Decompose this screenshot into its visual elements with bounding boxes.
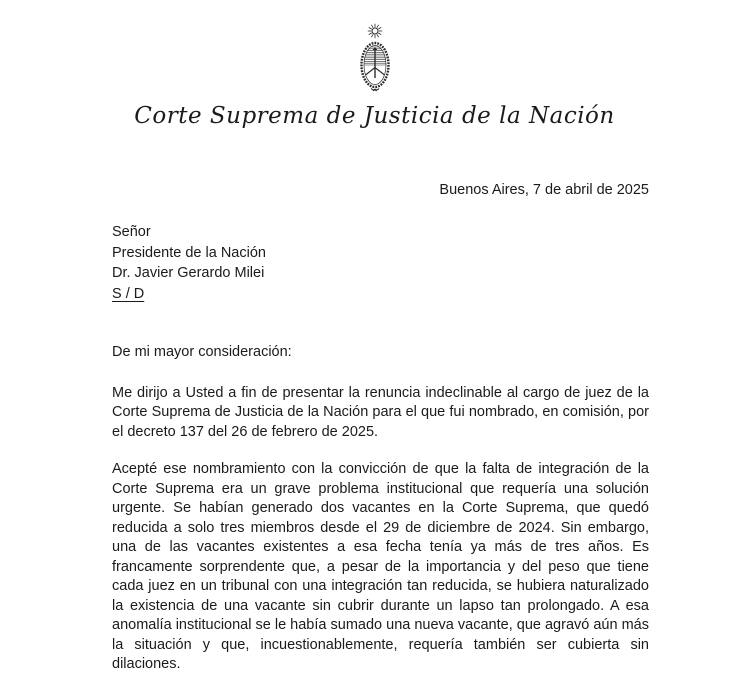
letterhead: [0, 0, 749, 100]
argentina-coat-of-arms-icon: [351, 23, 399, 93]
recipient-honorific: Señor: [112, 224, 151, 240]
recipient-block: [0, 222, 749, 304]
letterhead-title: Corte Suprema de Justicia de la Nación: [134, 102, 615, 129]
recipient-address-notation: S / D: [112, 285, 145, 302]
dateline: Buenos Aires, 7 de abril de 2025: [439, 181, 649, 198]
salutation: De mi mayor consideración:: [112, 344, 292, 360]
body-paragraph-2: Acepté ese nombramiento con la convicción de que la falta de integración de la Corte Suprema era un grave problema institucional que requería una solución urgente. Se habían generado dos vacantes en la Corte Suprema, que quedó reducida a solo tres miembros desde el 29 de diciembre de 2024. Sin embargo, una de las vacantes existentes a esa fecha tenía ya más de tres años. Es francamente sorprendente que, a pesar de la importancia y del peso que tiene cada juez en un tribunal con una integración tan reducida, se hubiera naturalizado la existencia de una vacante sin cubrir durante un lapso tan prolongado. A esa anomalía institucional se le había sumado una nueva vacante, que agravó aún más la situación y que, incuestionablemente, requería también ser cubierta sin dilaciones.: [112, 461, 649, 672]
recipient-name: Dr. Javier Gerardo Milei: [112, 265, 265, 281]
body-paragraph-1: Me dirijo a Usted a fin de presentar la renuncia indeclinable al cargo de juez de la Corte Suprema de Justicia de la Nación para el que fui nombrado, en comisión, por el decreto 137 del 26 de febrero de 2025.: [112, 384, 649, 440]
recipient-title: Presidente de la Nación: [112, 244, 266, 261]
